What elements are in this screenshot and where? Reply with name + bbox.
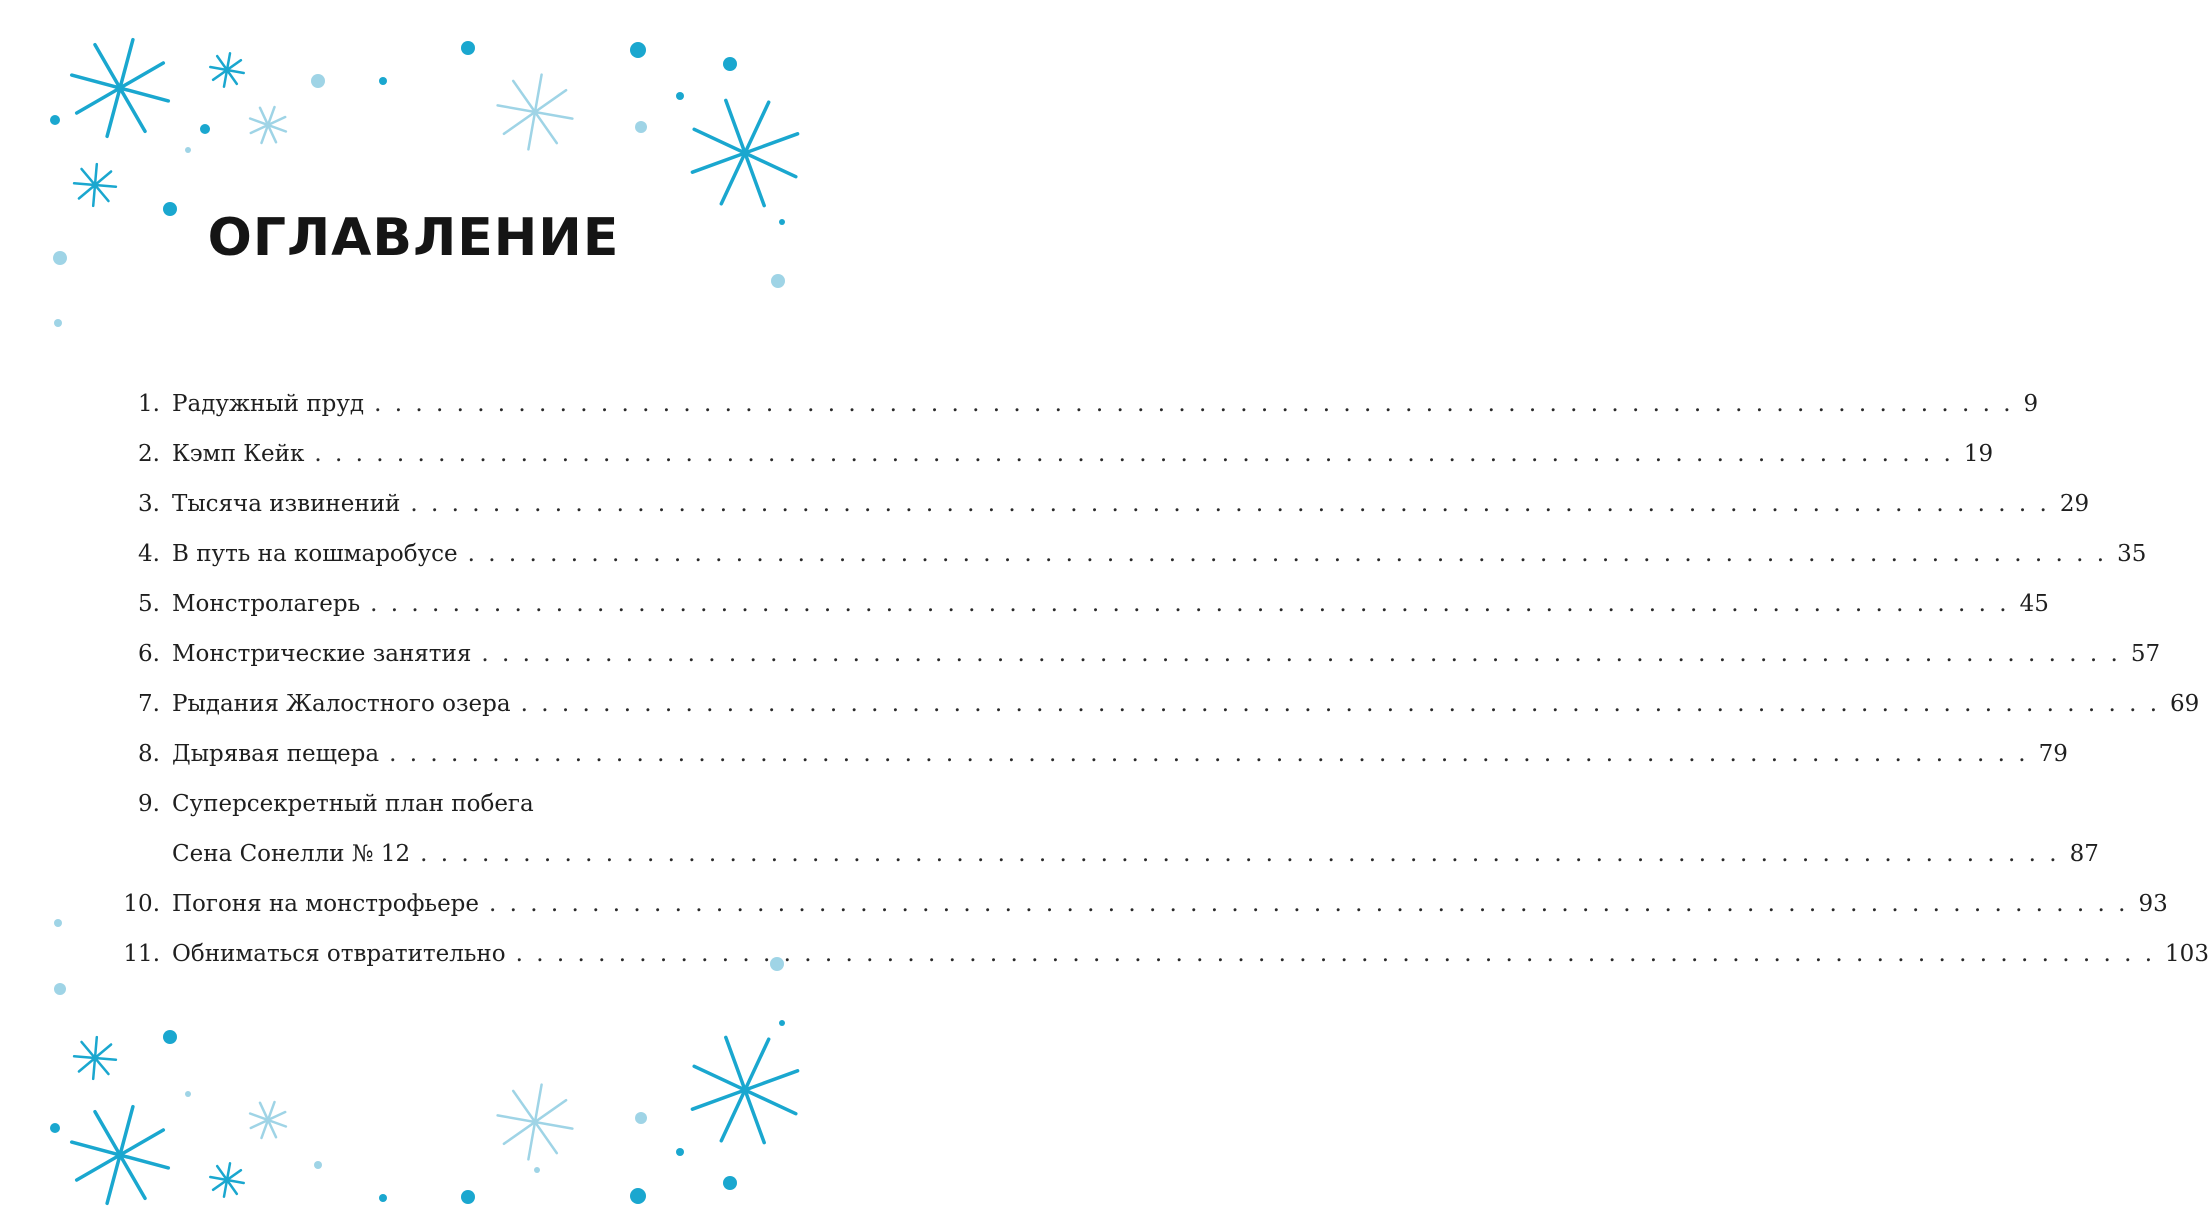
toc-entry-number: 1.	[138, 391, 160, 417]
dot-leader: . . . . . . . . . . . . . . . . . . . . . . . . . . . . . . . . . . . . . . . . . . . . . . . . . . . . . . . . . . . . . . . . . . . . . . . . . . . . . . . .	[420, 841, 2060, 867]
toc-entry-page: 57	[2130, 641, 2161, 667]
toc-entry-title: Суперсекретный план побега	[172, 791, 534, 817]
toc-entry-title: Тысяча извинений	[172, 491, 401, 517]
snowflake-icon	[74, 164, 116, 206]
dot-leader: . . . . . . . . . . . . . . . . . . . . . . . . . . . . . . . . . . . . . . . . . . . . . . . . . . . . . . . . . . . . . . . . . . . . . . . . . . . . . . . .	[389, 741, 2029, 767]
toc-entry-title: Дырявая пещера	[172, 741, 380, 767]
snowflake-icon	[72, 40, 169, 137]
toc-entry	[0, 733, 2068, 777]
toc-entry	[0, 533, 2147, 577]
toc-entry-title: В путь на кошмаробусе	[172, 541, 458, 567]
snowflake-icon	[210, 1163, 243, 1196]
page-title: ОГЛАВЛЕНИЕ	[207, 208, 620, 268]
dot-leader: . . . . . . . . . . . . . . . . . . . . . . . . . . . . . . . . . . . . . . . . . . . . . . . . . . . . . . . . . . . . . . . . . . . . . . . . . . . . . . . .	[520, 691, 2161, 717]
dot-leader: . . . . . . . . . . . . . . . . . . . . . . . . . . . . . . . . . . . . . . . . . . . . . . . . . . . . . . . . . . . . . . . . . . . . . . . . . . . . . . . .	[374, 391, 2014, 417]
snow-dot	[461, 1190, 475, 1204]
snow-dot	[54, 983, 66, 995]
dot-leader: . . . . . . . . . . . . . . . . . . . . . . . . . . . . . . . . . . . . . . . . . . . . . . . . . . . . . . . . . . . . . . . . . . . . . . . . . . . . . . . .	[314, 441, 1954, 467]
snow-dot	[635, 121, 647, 133]
toc-entry-page: 103	[2165, 941, 2209, 967]
toc-entry	[0, 883, 2168, 927]
toc-entry-number: 4.	[138, 541, 160, 567]
snowflake-icon	[498, 75, 573, 150]
snow-dot	[676, 1148, 684, 1156]
toc-entry-number: 11.	[123, 941, 160, 967]
toc-entry-page: 93	[2138, 891, 2168, 917]
snowflake-icon	[250, 1102, 286, 1138]
dot-leader: . . . . . . . . . . . . . . . . . . . . . . . . . . . . . . . . . . . . . . . . . . . . . . . . . . . . . . . . . . . . . . . . . . . . . . . . . . . . . . . .	[467, 541, 2108, 567]
toc-entry-page: 69	[2170, 691, 2200, 717]
snow-dot	[200, 124, 210, 134]
toc-entry	[0, 933, 2209, 977]
snow-dot	[163, 1030, 177, 1044]
toc-entry	[0, 683, 2200, 727]
snow-dot	[54, 319, 62, 327]
snow-dot	[534, 1167, 540, 1173]
toc-entry-number: 7.	[138, 691, 160, 717]
toc-entry-page: 45	[2019, 591, 2049, 617]
snow-dot	[676, 92, 684, 100]
snow-dot	[50, 1123, 60, 1133]
snow-dot	[311, 74, 325, 88]
snow-dot	[461, 41, 475, 55]
toc-entry	[0, 433, 1994, 477]
toc-entry	[0, 483, 2090, 527]
toc-entry-number: 2.	[138, 441, 160, 467]
snow-dot	[314, 1161, 322, 1169]
toc-entry-page: 35	[2117, 541, 2147, 567]
toc-entry-number: 10.	[123, 891, 160, 917]
dot-leader: . . . . . . . . . . . . . . . . . . . . . . . . . . . . . . . . . . . . . . . . . . . . . . . . . . . . . . . . . . . . . . . . . . . . . . . . . . . . . . . .	[410, 491, 2050, 517]
snowflake-icon	[74, 1037, 116, 1079]
toc-entry-page: 29	[2059, 491, 2090, 517]
toc-entry-title: Обниматься отвратительно	[172, 941, 506, 967]
toc-entry-continuation	[0, 833, 2099, 877]
toc-entry-page: 87	[2069, 841, 2099, 867]
dot-leader: . . . . . . . . . . . . . . . . . . . . . . . . . . . . . . . . . . . . . . . . . . . . . . . . . . . . . . . . . . . . . . . . . . . . . . . . . . . . . . . .	[489, 891, 2129, 917]
snowflake-icon	[692, 1037, 797, 1142]
snow-dot	[723, 1176, 737, 1190]
snowflake-icon	[210, 53, 243, 86]
toc-entry-number: 6.	[138, 641, 160, 667]
snowflake-icon	[692, 100, 797, 205]
snow-dot	[771, 274, 785, 288]
snowflake-icon	[498, 1085, 573, 1160]
snow-dot	[185, 147, 191, 153]
toc-entry	[0, 383, 2039, 427]
dot-leader: . . . . . . . . . . . . . . . . . . . . . . . . . . . . . . . . . . . . . . . . . . . . . . . . . . . . . . . . . . . . . . . . . . . . . . . . . . . . . . . .	[370, 591, 2010, 617]
toc-entry-number: 9.	[138, 791, 160, 817]
dot-leader: . . . . . . . . . . . . . . . . . . . . . . . . . . . . . . . . . . . . . . . . . . . . . . . . . . . . . . . . . . . . . . . . . . . . . . . . . . . . . . . .	[481, 641, 2121, 667]
toc-entry-page: 19	[1963, 441, 1994, 467]
snow-dot	[379, 1194, 387, 1202]
toc-entry	[0, 633, 2161, 677]
toc-entry	[0, 783, 827, 827]
snow-dot	[635, 1112, 647, 1124]
toc-entry	[0, 583, 2049, 627]
dot-leader: . . . . . . . . . . . . . . . . . . . . . . . . . . . . . . . . . . . . . . . . . . . . . . . . . . . . . . . . . . . . . . . . . . . . . . . . . . . . . . . .	[515, 941, 2156, 967]
snow-dot	[630, 1188, 646, 1204]
toc-entry-title-continued: Сена Сонелли № 12	[172, 841, 411, 867]
snow-dot	[630, 42, 646, 58]
snow-dot	[779, 1020, 785, 1026]
toc-entry-title: Монстролагерь	[172, 591, 361, 617]
snow-dot	[50, 115, 60, 125]
toc-entry-page: 9	[2023, 391, 2039, 417]
toc-entry-page: 79	[2038, 741, 2068, 767]
toc-entry-number: 3.	[138, 491, 160, 517]
snowflake-icon	[250, 107, 286, 143]
toc-entry-title: Монстрические занятия	[172, 641, 472, 667]
toc-entry-number: 8.	[138, 741, 160, 767]
snow-dot	[185, 1091, 191, 1097]
snow-dot	[723, 57, 737, 71]
snow-dot	[379, 77, 387, 85]
toc-entry-title: Кэмп Кейк	[172, 441, 305, 467]
snowflake-icon	[72, 1107, 169, 1204]
toc-entry-title: Погоня на монстрофьере	[172, 891, 480, 917]
toc-entry-title: Радужный пруд	[172, 391, 365, 417]
toc-entry-number: 5.	[138, 591, 160, 617]
toc-entry-title: Рыдания Жалостного озера	[172, 691, 511, 717]
